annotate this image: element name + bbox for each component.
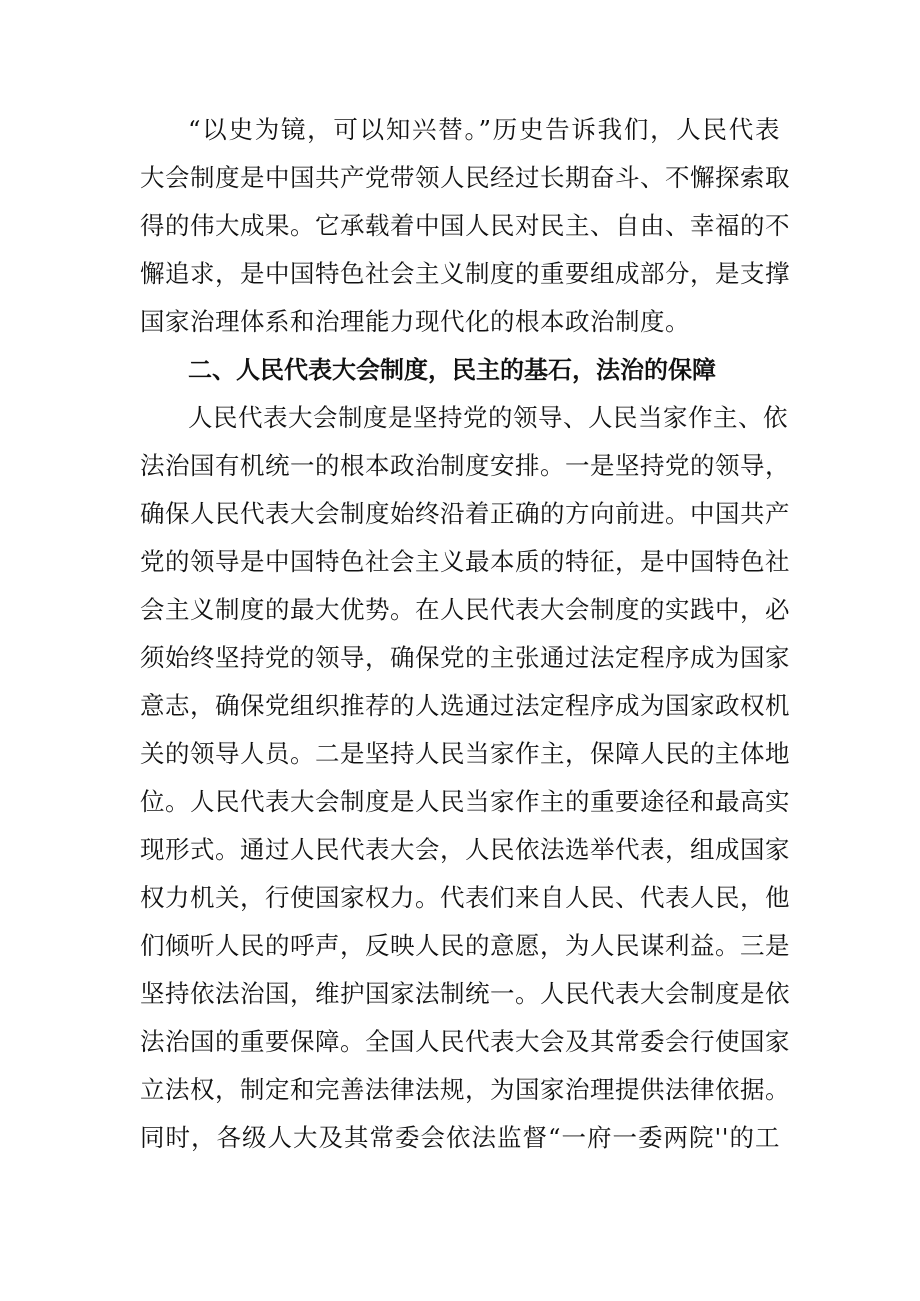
text-line: 关的领导人员。二是坚持人民当家作主，保障人民的主体地: [140, 739, 790, 768]
text-line: “以史为镜，可以知兴替。”历史告诉我们，人民代表: [188, 115, 780, 144]
text-line: 人民代表大会制度是坚持党的领导、人民当家作主、依: [188, 403, 788, 432]
text-line: 须始终坚持党的领导，确保党的主张通过法定程序成为国家: [140, 643, 790, 672]
text-line: 意志，确保党组织推荐的人选通过法定程序成为国家政权机: [140, 691, 790, 720]
text-line: 们倾听人民的呼声，反映人民的意愿，为人民谋利益。三是: [140, 931, 790, 960]
text-line: 党的领导是中国特色社会主义最本质的特征，是中国特色社: [140, 547, 790, 576]
text-line: 确保人民代表大会制度始终沿着正确的方向前进。中国共产: [140, 499, 790, 528]
text-line: 大会制度是中国共产党带领人民经过长期奋斗、不懈探索取: [140, 163, 790, 192]
text-line: 法治国的重要保障。全国人民代表大会及其常委会行使国家: [140, 1027, 790, 1056]
text-line: 得的伟大成果。它承载着中国人民对民主、自由、幸福的不: [140, 211, 790, 240]
text-line: 位。人民代表大会制度是人民当家作主的重要途径和最高实: [140, 787, 790, 816]
text-line: 懈追求，是中国特色社会主义制度的重要组成部分，是支撑: [140, 259, 790, 288]
text-line: 会主义制度的最大优势。在人民代表大会制度的实践中，必: [140, 595, 790, 624]
text-line: 国家治理体系和治理能力现代化的根本政治制度。: [140, 307, 690, 336]
text-line: 权力机关，行使国家权力。代表们来自人民、代表人民，他: [140, 883, 790, 912]
text-line: 同时，各级人大及其常委会依法监督“一府一委两院''的工: [140, 1123, 780, 1152]
text-line: 坚持依法治国，维护国家法制统一。人民代表大会制度是依: [140, 979, 790, 1008]
text-line: 立法权，制定和完善法律法规，为国家治理提供法律依据。: [140, 1075, 790, 1104]
text-line: 法治国有机统一的根本政治制度安排。一是坚持党的领导，: [140, 451, 790, 480]
section-heading: 二、人民代表大会制度，民主的基石，法治的保障: [188, 356, 716, 384]
text-line: 现形式。通过人民代表大会，人民依法选举代表，组成国家: [140, 835, 790, 864]
